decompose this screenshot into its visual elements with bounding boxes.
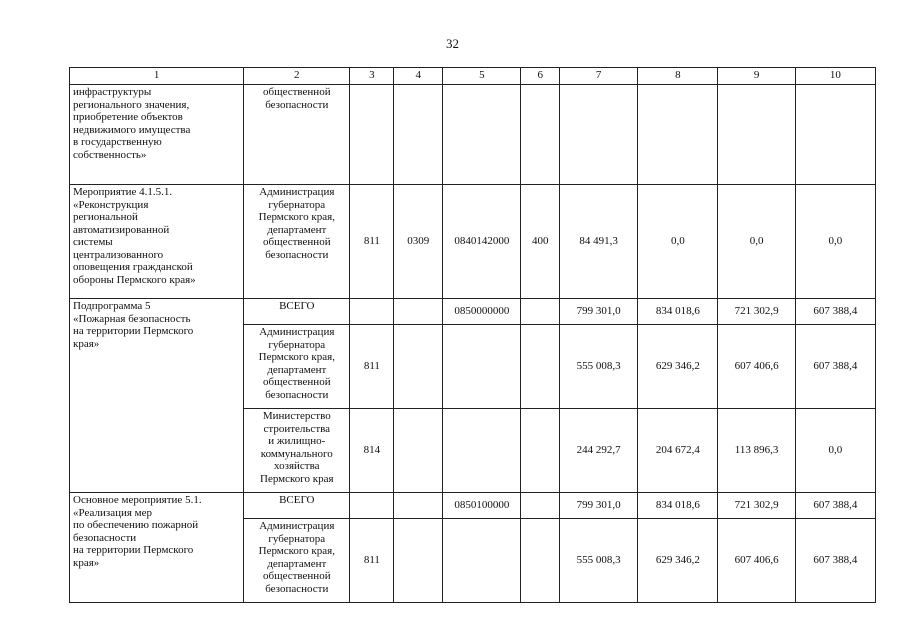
executor-cell: ВСЕГО [244,493,350,519]
year-3-amount-cell: 0,0 [718,185,795,299]
year-2-amount-cell: 629 346,2 [638,325,718,409]
expense-type-cell [521,493,560,519]
target-article-cell [443,409,521,493]
column-number: 2 [244,68,350,85]
year-4-amount-cell: 0,0 [795,185,875,299]
year-2-amount-cell: 834 018,6 [638,299,718,325]
year-1-amount-cell: 555 008,3 [560,519,638,603]
table-row [70,299,876,325]
section-code-cell [394,325,443,409]
executor-cell: Администрация губернатора Пермского края, департамент общественной безопасности [244,325,350,409]
year-3-amount-cell: 607 406,6 [718,325,795,409]
year-4-amount-cell [795,85,875,185]
grbs-code-cell: 811 [350,519,394,603]
target-article-cell: 0850000000 [443,299,521,325]
executor-cell: общественной безопасности [244,85,350,185]
target-article-cell [443,85,521,185]
year-4-amount-cell: 607 388,4 [795,299,875,325]
year-3-amount-cell: 607 406,6 [718,519,795,603]
table-row [70,85,876,185]
year-2-amount-cell: 0,0 [638,185,718,299]
section-code-cell [394,519,443,603]
year-1-amount-cell [560,85,638,185]
section-code-cell [394,493,443,519]
target-article-cell: 0840142000 [443,185,521,299]
year-4-amount-cell: 607 388,4 [795,325,875,409]
target-article-cell [443,519,521,603]
executor-cell: ВСЕГО [244,299,350,325]
column-number: 3 [350,68,394,85]
column-number: 4 [394,68,443,85]
year-2-amount-cell: 834 018,6 [638,493,718,519]
expense-type-cell [521,409,560,493]
expense-type-cell [521,325,560,409]
year-4-amount-cell: 0,0 [795,409,875,493]
year-1-amount-cell: 244 292,7 [560,409,638,493]
page-number: 32 [446,36,459,51]
year-3-amount-cell: 721 302,9 [718,299,795,325]
table-row [70,185,876,299]
budget-table [69,67,876,603]
program-name-cell: Основное мероприятие 5.1. «Реализация мер по обеспечению пожарной безопасности на территории Пермского края» [70,493,244,603]
expense-type-cell [521,519,560,603]
column-number: 6 [521,68,560,85]
target-article-cell: 0850100000 [443,493,521,519]
year-3-amount-cell: 721 302,9 [718,493,795,519]
column-number: 7 [560,68,638,85]
program-name-cell: Подпрограмма 5 «Пожарная безопасность на территории Пермского края» [70,299,244,493]
column-number: 9 [718,68,795,85]
program-name-cell: Мероприятие 4.1.5.1. «Реконструкция региональной автоматизированной системы централизованного оповещения гражданской обороны Пермского края» [70,185,244,299]
program-name-cell: инфраструктуры регионального значения, приобретение объектов недвижимого имущества в государственную собственность» [70,85,244,185]
expense-type-cell [521,85,560,185]
section-code-cell [394,85,443,185]
executor-cell: Администрация губернатора Пермского края, департамент общественной безопасности [244,519,350,603]
year-1-amount-cell: 799 301,0 [560,493,638,519]
executor-cell: Министерство строительства и жилищно- коммунального хозяйства Пермского края [244,409,350,493]
section-code-cell [394,299,443,325]
grbs-code-cell [350,85,394,185]
executor-cell: Администрация губернатора Пермского края, департамент общественной безопасности [244,185,350,299]
grbs-code-cell: 811 [350,185,394,299]
grbs-code-cell: 814 [350,409,394,493]
year-3-amount-cell: 113 896,3 [718,409,795,493]
year-2-amount-cell: 629 346,2 [638,519,718,603]
expense-type-cell: 400 [521,185,560,299]
column-number: 8 [638,68,718,85]
section-code-cell: 0309 [394,185,443,299]
year-2-amount-cell: 204 672,4 [638,409,718,493]
table-row [70,493,876,519]
year-1-amount-cell: 555 008,3 [560,325,638,409]
year-4-amount-cell: 607 388,4 [795,519,875,603]
year-4-amount-cell: 607 388,4 [795,493,875,519]
year-3-amount-cell [718,85,795,185]
column-number: 10 [795,68,875,85]
column-number: 1 [70,68,244,85]
grbs-code-cell: 811 [350,325,394,409]
year-2-amount-cell [638,85,718,185]
year-1-amount-cell: 799 301,0 [560,299,638,325]
expense-type-cell [521,299,560,325]
column-number-row [70,68,876,85]
target-article-cell [443,325,521,409]
grbs-code-cell [350,493,394,519]
grbs-code-cell [350,299,394,325]
section-code-cell [394,409,443,493]
column-number: 5 [443,68,521,85]
year-1-amount-cell: 84 491,3 [560,185,638,299]
